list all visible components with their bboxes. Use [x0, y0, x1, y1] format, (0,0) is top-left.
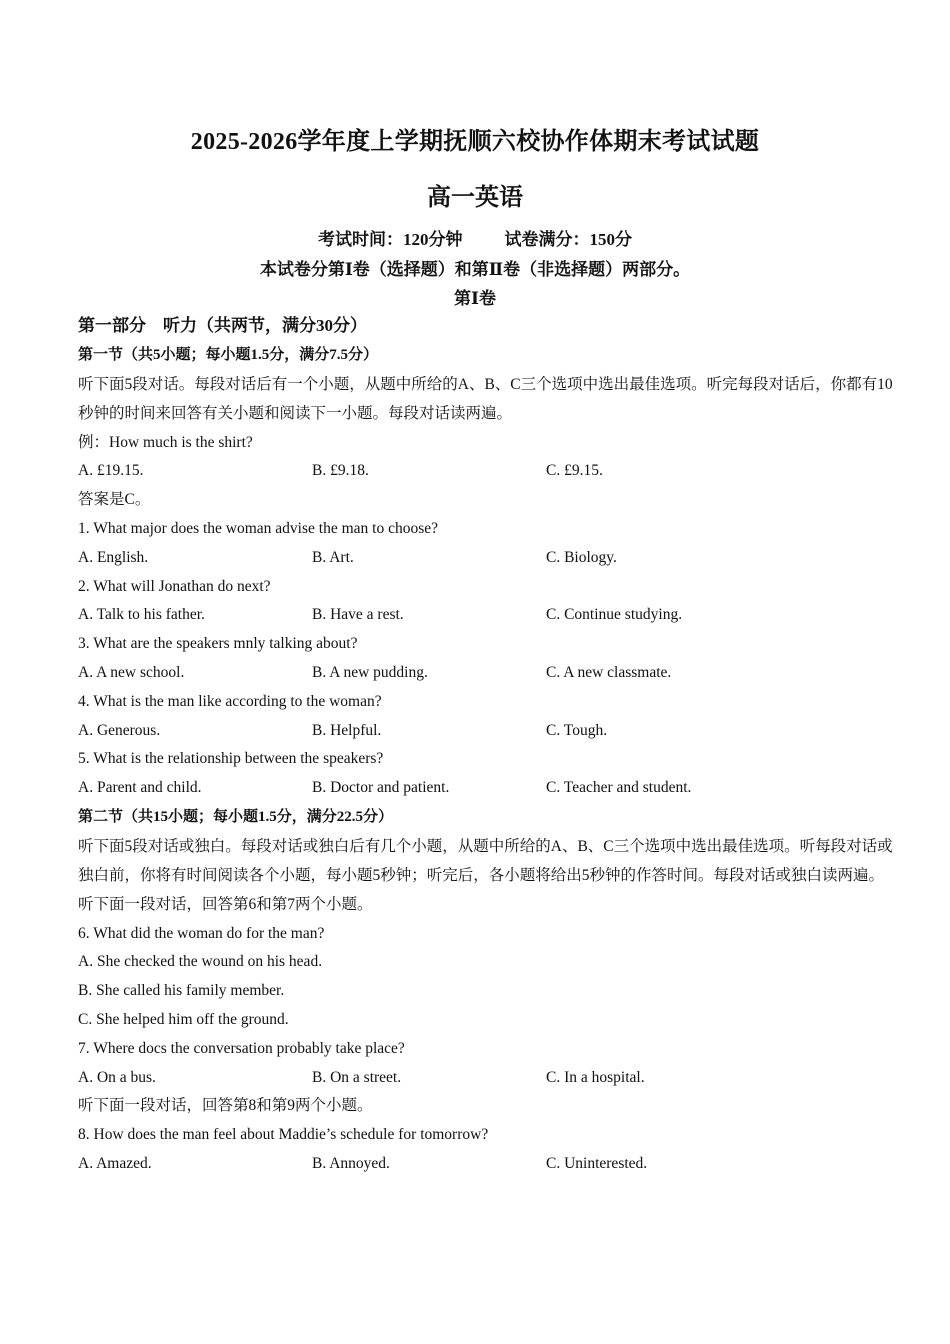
option-a: A. Parent and child. [78, 779, 202, 797]
part1-heading: 第一部分 听力（共两节，满分30分） [78, 316, 367, 335]
option-b: B. £9.18. [312, 462, 369, 480]
question-6: 6. What did the woman do for the man? [78, 924, 325, 942]
option-b: B. Annoyed. [312, 1154, 390, 1172]
option-c: C. Continue studying. [546, 606, 683, 624]
example-question: 例：How much is the shirt? [78, 433, 253, 451]
exam-meta [0, 225, 950, 250]
question-6-option-c: C. She helped him off the ground. [78, 1010, 289, 1028]
exam-body [78, 312, 898, 1179]
option-a: A. English. [78, 548, 149, 566]
question-4: 4. What is the man like according to the woman? [78, 692, 382, 710]
question-7: 7. Where docs the conversation probably take place? [78, 1039, 405, 1057]
question-2: 2. What will Jonathan do next? [78, 577, 271, 595]
option-b: B. Doctor and patient. [312, 779, 450, 797]
question-5-options [78, 774, 898, 803]
exam-score: 试卷满分：150分 [504, 230, 632, 249]
question-3: 3. What are the speakers mnly talking about? [78, 635, 358, 653]
subject-title: 高一英语 [427, 185, 523, 211]
prompt-6-7: 听下面一段对话，回答第6和第7两个小题。 [78, 895, 373, 913]
option-a: A. Talk to his father. [78, 606, 205, 624]
question-7-options [78, 1064, 898, 1093]
question-5: 5. What is the relationship between the speakers? [78, 750, 384, 768]
question-8: 8. How does the man feel about Maddie’s schedule for tomorrow? [78, 1126, 489, 1144]
option-a: A. Generous. [78, 721, 161, 739]
option-b: B. Have a rest. [312, 606, 404, 624]
question-3-options [78, 659, 898, 688]
option-a: A. A new school. [78, 663, 185, 681]
volume-title: 第Ⅰ卷 [454, 289, 496, 308]
option-c: C. £9.15. [546, 462, 603, 480]
option-b: B. Helpful. [312, 721, 382, 739]
prompt-8-9: 听下面一段对话，回答第8和第9两个小题。 [78, 1097, 373, 1115]
question-2-options [78, 601, 898, 630]
option-a: A. £19.15. [78, 462, 144, 480]
option-b: B. A new pudding. [312, 663, 428, 681]
option-c: C. Teacher and student. [546, 779, 692, 797]
option-b: B. On a street. [312, 1068, 402, 1086]
option-c: C. Tough. [546, 721, 608, 739]
question-6-option-b: B. She called his family member. [78, 982, 285, 1000]
exam-title: 2025-2026学年度上学期抚顺六校协作体期末考试试题 [190, 129, 760, 155]
section2-heading: 第二节（共15小题；每小题1.5分，满分22.5分） [78, 808, 394, 825]
question-8-options [78, 1150, 898, 1179]
question-1: 1. What major does the woman advise the man to choose? [78, 519, 438, 537]
question-6-option-a: A. She checked the wound on his head. [78, 953, 323, 971]
section2-instructions: 听下面5段对话或独白。每段对话或独白后有几个小题，从题中所给的A、B、C三个选项中选出最佳选项。听每段对话或独白前，你将有时间阅读各个小题，每小题5秒钟；听完后，各小题将给出5秒钟的作答时间。每段对话或独白读两遍。 [78, 837, 893, 885]
option-c: C. A new classmate. [546, 663, 672, 681]
option-a: A. Amazed. [78, 1154, 152, 1172]
exam-time: 考试时间：120分钟 [318, 230, 463, 249]
question-1-options [78, 544, 898, 573]
section1-heading: 第一节（共5小题；每小题1.5分，满分7.5分） [78, 346, 379, 363]
question-4-options [78, 717, 898, 746]
option-c: C. In a hospital. [546, 1068, 645, 1086]
section1-instructions: 听下面5段对话。每段对话后有一个小题，从题中所给的A、B、C三个选项中选出最佳选项。听完每段对话后，你都有10秒钟的时间来回答有关小题和阅读下一小题。每段对话读两遍。 [78, 375, 893, 423]
option-c: C. Biology. [546, 548, 617, 566]
option-a: A. On a bus. [78, 1068, 156, 1086]
option-c: C. Uninterested. [546, 1154, 648, 1172]
example-answer: 答案是C。 [78, 491, 151, 509]
exam-intro: 本试卷分第Ⅰ卷（选择题）和第Ⅱ卷（非选择题）两部分。 [259, 260, 691, 279]
example-options [78, 457, 898, 486]
option-b: B. Art. [312, 548, 354, 566]
